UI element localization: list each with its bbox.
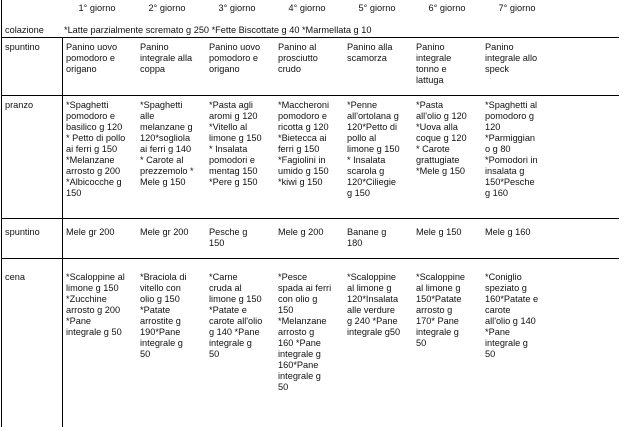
pranzo-cell: *Pasta agli aromi g 120 *Vitello al limone g 150 * Insalata pomodori e mentag 150 *Pere g 150 (209, 100, 262, 187)
spuntino-cell: Mele gr 200 (140, 227, 189, 237)
spuntino-cell: Banane g 180 (347, 227, 387, 248)
spuntino-cell: Mele g 200 (278, 227, 324, 237)
cena-cell: *Scaloppine al limone g 150*Patate arrosto g 170* Pane integrale g 50 (416, 272, 466, 348)
row-label-cena: cena (5, 272, 25, 282)
spuntino-cell: Mele g 150 (416, 227, 462, 237)
day-header: 1° giorno (78, 3, 116, 13)
day-header: 4° giorno (288, 3, 326, 13)
spuntino-cell: Panino integrale tonno e lattuga (416, 42, 452, 85)
day-header: 6° giorno (428, 3, 466, 13)
pranzo-cell: *Maccheroni pomodoro e ricotta g 120 *Bietecca ai ferri g 150 *Fagiolini in umido g 150 *kiwi g 150 (278, 100, 330, 187)
spuntino-cell: Panino al prosciutto crudo (278, 42, 318, 74)
pranzo-cell: *Pasta all'olio g 120 *Uova alla coque g 120 * Carote grattugiate *Mele g 150 (416, 100, 467, 176)
cena-cell: *Scaloppine al limone g 120*Insalata alle verdure g 240 *Pane integrale g50 (347, 272, 401, 337)
colazione-text: *Latte parzialmente scremato g 250 *Fette Biscottate g 40 *Marmellata g 10 (64, 25, 372, 35)
cena-cell: *Braciola di vitello con olio g 150 *Patate arrostite g 190*Pane integrale g 50 (140, 272, 187, 359)
pranzo-cell: *Spaghetti alle melanzane g 120*sogliola ai ferri g 140 * Carote al prezzemolo * Mele g 150 (140, 100, 194, 187)
pranzo-cell: *Penne all'ortolana g 120*Petto di pollo al limone g 150 * Insalata scarola g 120*Ciliegie g 150 (347, 100, 400, 198)
day-header: 3° giorno (218, 3, 256, 13)
spuntino-cell: Pesche g 150 (209, 227, 248, 248)
spuntino-cell: Panino integrale allo speck (485, 42, 538, 74)
spuntino-cell: Panino alla scamorza (347, 42, 393, 63)
day-header: 7° giorno (498, 3, 536, 13)
spuntino-cell: Panino uovo pomodoro e origano (66, 42, 118, 74)
row-label-pranzo: pranzo (5, 100, 34, 110)
spuntino-cell: Mele g 160 (485, 227, 531, 237)
day-header: 5° giorno (358, 3, 396, 13)
row-label-colazione: colazione (5, 25, 44, 35)
day-header: 2° giorno (148, 3, 186, 13)
row-divider (1, 37, 619, 38)
spuntino-cell: Panino integrale alla coppa (140, 42, 193, 74)
pranzo-cell: *Spaghetti al pomodoro g 120 *Parmiggian o g 80 *Pomodori in insalata g 150*Pesche g 160 (485, 100, 538, 198)
spuntino-cell: Mele gr 200 (66, 227, 115, 237)
cena-cell: *Carne cruda al limone g 150 *Patate e carote all'olio g 140 *Pane integrale g 50 (209, 272, 263, 359)
row-divider (1, 258, 619, 259)
row-label-spuntino: spuntino (5, 42, 40, 52)
cena-cell: *Scaloppine al limone g 150 *Zucchine arrosto g 200 *Pane integrale g 50 (66, 272, 125, 337)
row-label-spuntino: spuntino (5, 227, 40, 237)
spuntino-cell: Panino uovo pomodoro e origano (209, 42, 261, 74)
row-divider (1, 95, 619, 96)
pranzo-cell: *Spaghetti pomodoro e basilico g 120 * Petto di pollo ai ferri g 150 *Melanzane arrosto g 200 *Albicocche g 150 (66, 100, 126, 198)
left-border (1, 0, 2, 427)
cena-cell: *Pesce spada ai ferri con olio g 150 *Melanzane arrosto g 160 *Pane integrale g 160*Pane integrale g 50 (278, 272, 332, 392)
row-divider (1, 218, 619, 219)
cena-cell: *Coniglio speziato g 160*Patate e carote all'olio g 140 *Pane integrale g 50 (485, 272, 539, 359)
